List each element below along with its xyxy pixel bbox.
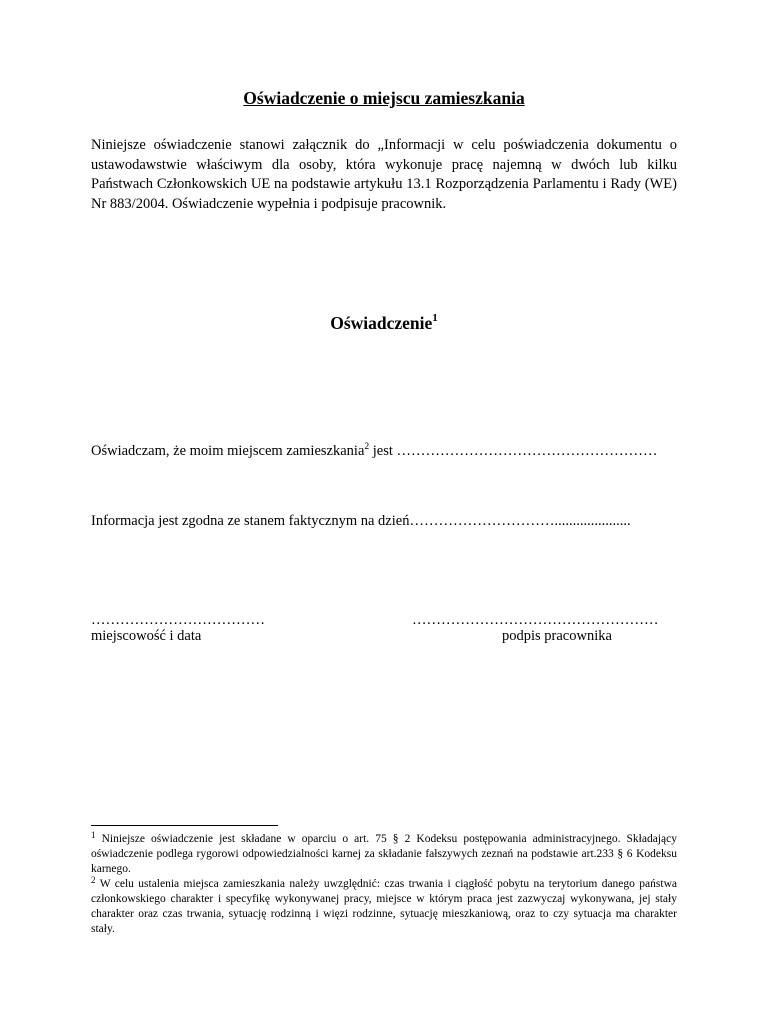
statement-heading-text: Oświadczenie bbox=[330, 313, 433, 333]
footnote-2 bbox=[91, 877, 677, 937]
residence-statement-jest: jest bbox=[369, 443, 397, 459]
signature-label: podpis pracownika bbox=[502, 628, 612, 644]
signature-blank-field[interactable]: …………………………………………… bbox=[412, 612, 659, 628]
place-date-label: miejscowość i data bbox=[91, 628, 202, 644]
residence-blank-field[interactable]: ……………………………………………… bbox=[396, 443, 658, 459]
date-blank-field[interactable]: …………………………..................... bbox=[409, 513, 631, 529]
intro-paragraph: Niniejsze oświadczenie stanowi załącznik do „Informacji w celu poświadczenia dokumentu o ustawodawstwie właściwym dla osoby, która wykonuje pracę najemną w dwóch lub kilku Państwach Członkowskich UE na podstawie artykułu 13.1 Rozporządzenia Parlamentu i Rady (WE) Nr 883/2004. Oświadczenie wypełnia i podpisuje pracownik. bbox=[91, 137, 677, 212]
footnote-separator bbox=[91, 825, 278, 826]
footnote-text-2: W celu ustalenia miejsca zamieszkania należy uwzględnić: czas trwania i ciągłość pobytu na terytorium danego państwa członkowskiego charakter i specyfikę wykonywanej pracy, miejsce w którym praca jest zazwyczaj wykonywana, jej stały charakter oraz czas trwania, sytuację rodzinną i więzi rodzinne, sytuację mieszkaniową, oraz to czy sytuacja ma charakter stały. bbox=[91, 878, 677, 935]
residence-statement bbox=[91, 443, 658, 460]
residence-statement-text: Oświadczam, że moim miejscem zamieszkania bbox=[91, 443, 365, 459]
statement-heading bbox=[0, 313, 768, 334]
footnote-ref-2: 2 bbox=[364, 442, 370, 452]
footnote-text-1: Niniejsze oświadczenie jest składane w oparciu o art. 75 § 2 Kodeksu postępowania administracyjnego. Składający oświadczenie podlega rygorowi odpowiedzialności karnej za składanie fałszywych zeznań na podstawie art.233 § 6 Kodeksu karnego. bbox=[91, 833, 677, 875]
place-date-blank-field[interactable]: ……………………………… bbox=[91, 612, 265, 628]
document-title: Oświadczenie o miejscu zamieszkania bbox=[243, 88, 525, 108]
footnote-1 bbox=[91, 832, 677, 877]
footnote-ref-1: 1 bbox=[432, 312, 438, 324]
date-statement-text: Informacja jest zgodna ze stanem faktycznym na dzień bbox=[91, 513, 410, 529]
footnotes bbox=[91, 832, 677, 937]
footnote-number-1: 1 bbox=[91, 830, 96, 840]
date-statement bbox=[91, 513, 631, 530]
footnote-number-2: 2 bbox=[91, 875, 96, 885]
